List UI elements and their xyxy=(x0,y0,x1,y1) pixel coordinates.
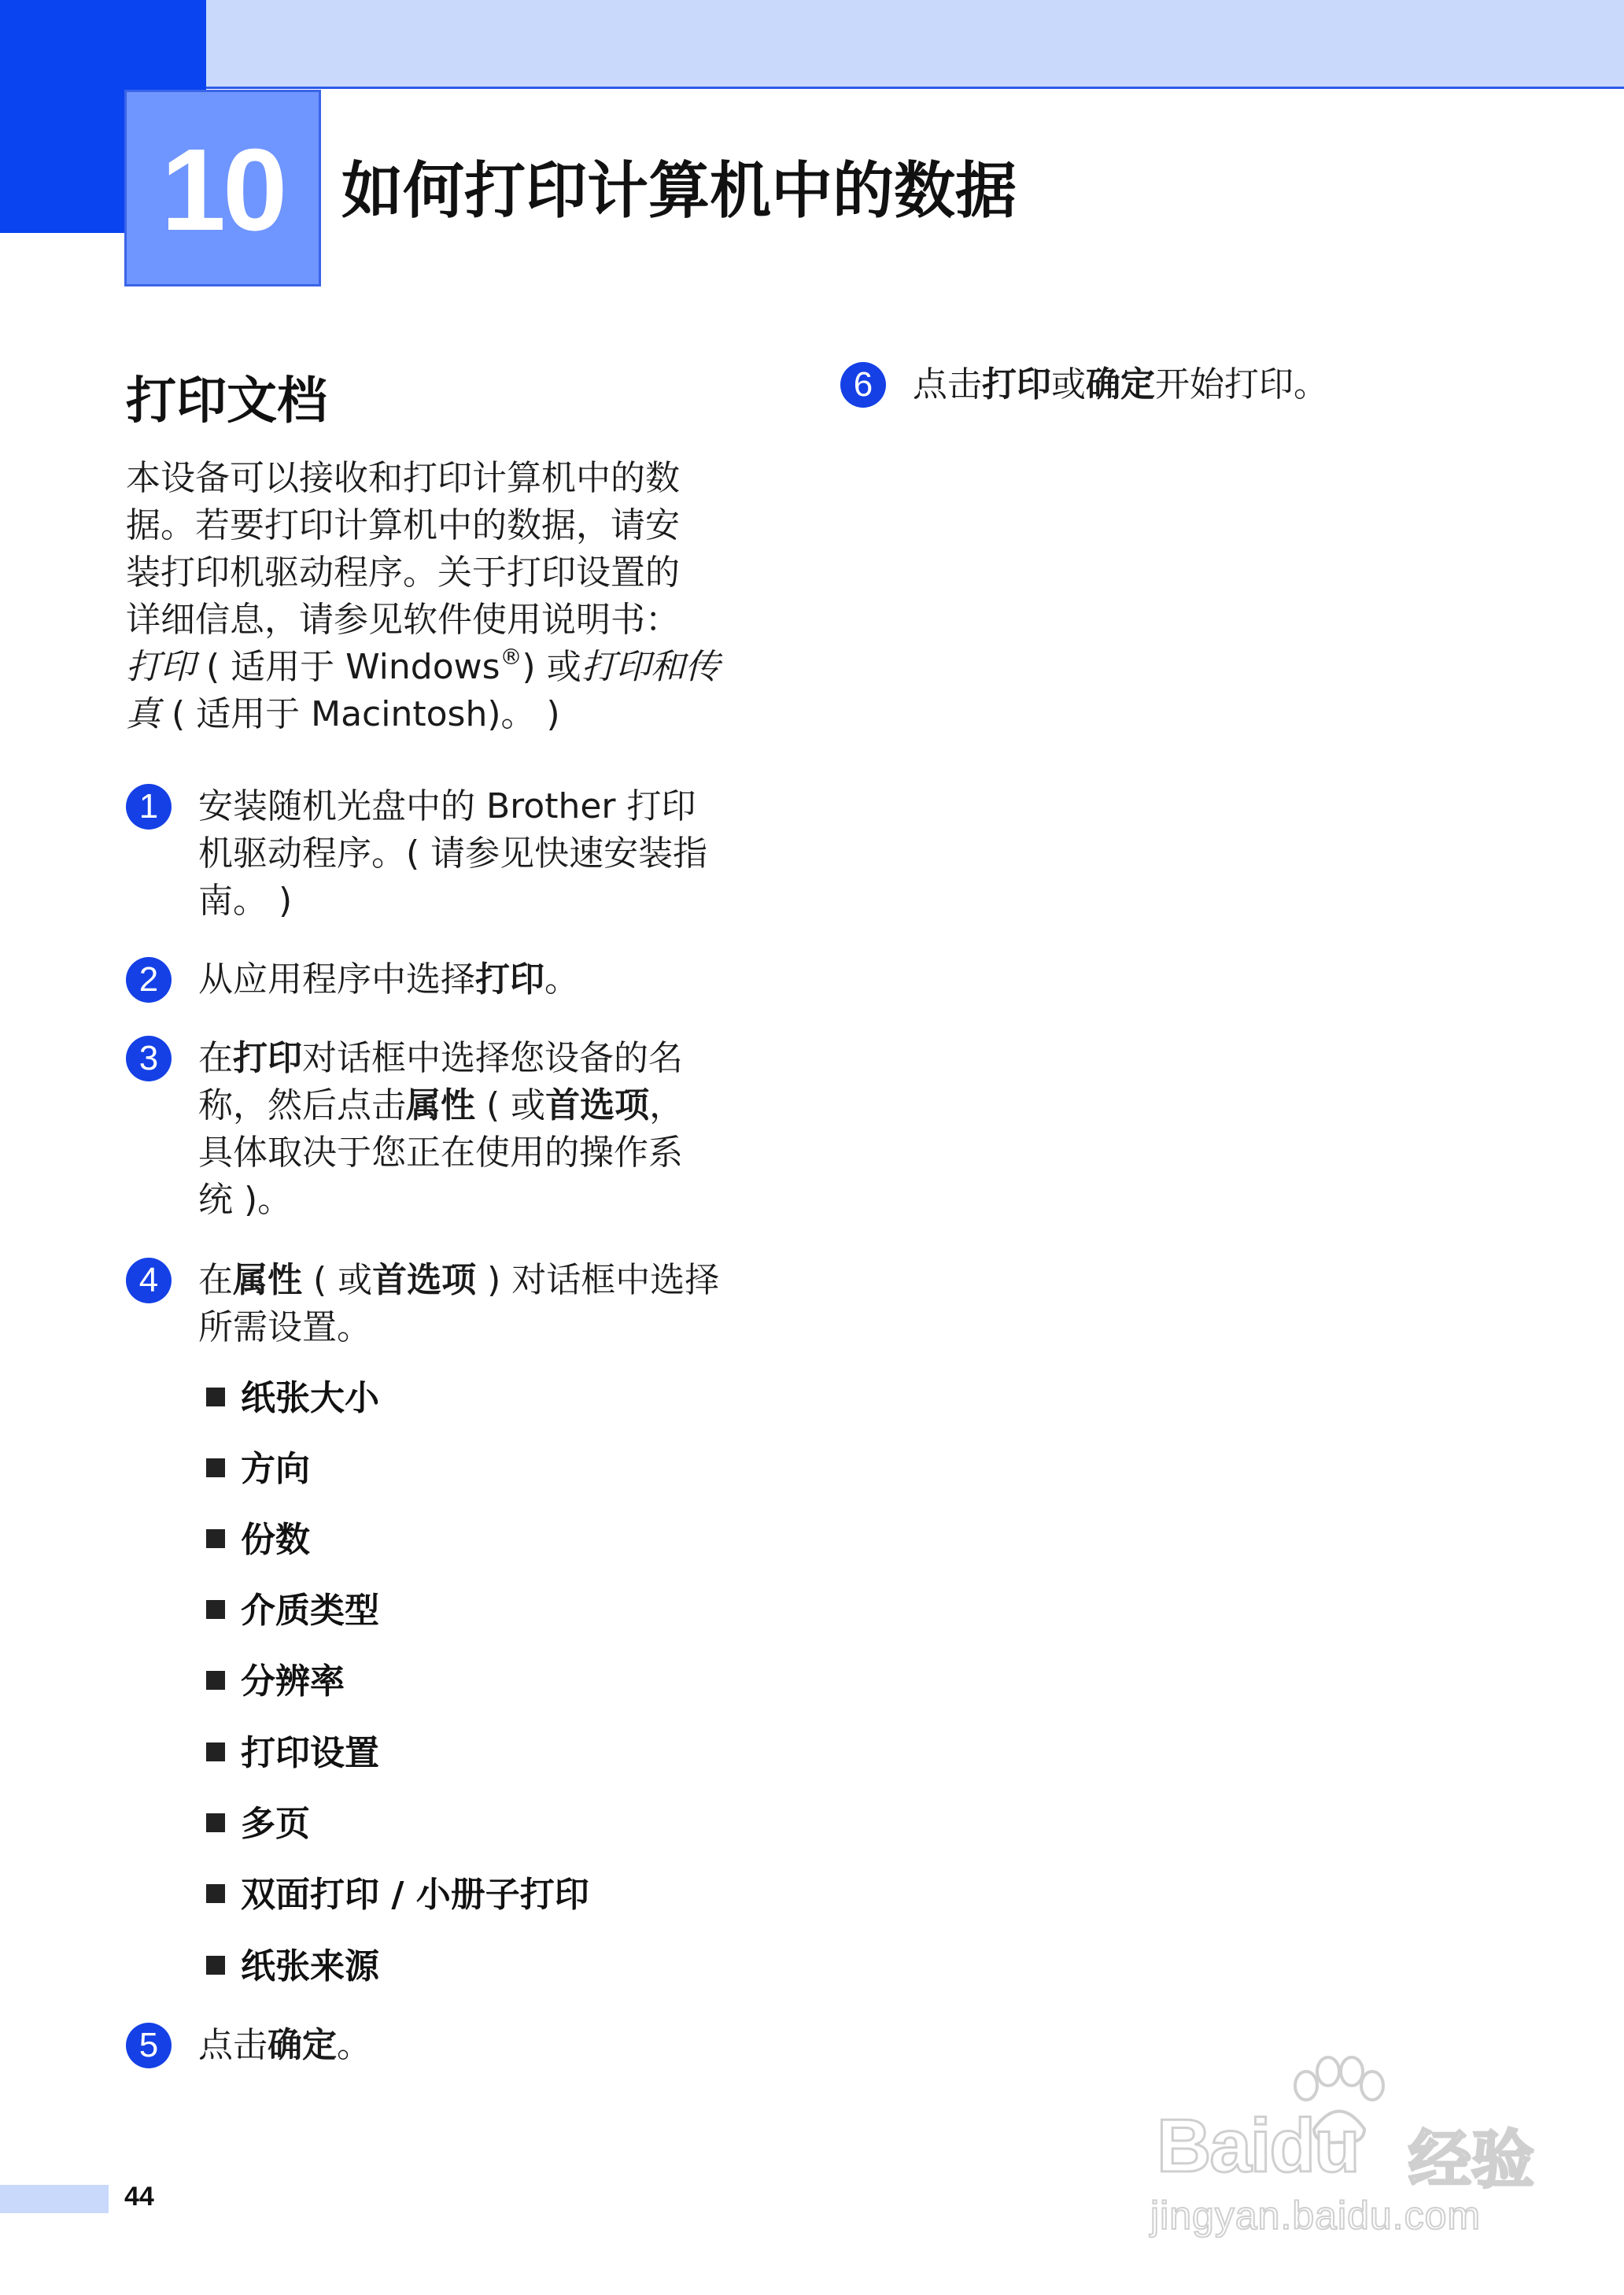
intro-line: 真 ( 适用于 Macintosh)。 ) xyxy=(126,694,560,734)
doc-ref-print-fax: 打印和传 xyxy=(581,647,720,687)
registered-mark: ® xyxy=(500,644,522,670)
list-item: 多页 xyxy=(206,1795,310,1846)
square-bullet-icon xyxy=(206,1884,225,1903)
square-bullet-icon xyxy=(206,1813,225,1832)
intro-line: 据。若要打印计算机中的数据，请安 xyxy=(126,505,680,545)
doc-ref-print-fax-cont: 真 xyxy=(126,694,161,734)
page-number-bar xyxy=(0,2185,109,2213)
square-bullet-icon xyxy=(206,1671,225,1690)
section-title: 打印文档 xyxy=(126,372,327,431)
list-item: 打印设置 xyxy=(206,1724,379,1775)
step-text: 点击确定。 xyxy=(198,2025,371,2065)
list-item: 双面打印 / 小册子打印 xyxy=(206,1866,589,1916)
doc-ref-print: 打印 xyxy=(126,647,195,687)
list-item: 份数 xyxy=(206,1511,310,1561)
intro-line: 打印 ( 适用于 Windows®) 或打印和传 xyxy=(126,644,720,687)
square-bullet-icon xyxy=(206,1388,225,1406)
page-number: 44 xyxy=(124,2182,154,2212)
step-text: 在属性 ( 或首选项 ) 对话框中选择 所需设置。 xyxy=(198,1260,720,1347)
square-bullet-icon xyxy=(206,1956,225,1975)
list-item: 纸张大小 xyxy=(206,1369,379,1420)
step-number-badge: 6 xyxy=(840,362,886,408)
step-number-badge: 4 xyxy=(126,1258,172,1303)
list-item: 介质类型 xyxy=(206,1582,379,1632)
header-band xyxy=(0,0,1624,88)
step-number-badge: 1 xyxy=(126,784,172,830)
baidu-watermark xyxy=(1149,2054,1542,2238)
list-item: 分辨率 xyxy=(206,1653,345,1703)
step-number-badge: 5 xyxy=(126,2023,172,2068)
step-text: 在打印对话框中选择您设备的名 称，然后点击属性 ( 或首选项， 具体取决于您正在使用的操作系 统 )。 xyxy=(198,1038,685,1220)
square-bullet-icon xyxy=(206,1600,225,1619)
list-item: 方向 xyxy=(206,1440,310,1491)
step-text: 从应用程序中选择打印。 xyxy=(198,959,579,1000)
list-item: 纸张来源 xyxy=(206,1938,379,1988)
square-bullet-icon xyxy=(206,1529,225,1548)
square-bullet-icon xyxy=(206,1458,225,1477)
step-number-badge: 2 xyxy=(126,957,172,1003)
header-rule xyxy=(0,87,1624,89)
intro-paragraph xyxy=(126,455,755,738)
step-text: 点击打印或确定开始打印。 xyxy=(913,364,1328,405)
chapter-number: 10 xyxy=(124,90,321,286)
intro-line: 详细信息，请参见软件使用说明书： xyxy=(126,600,680,640)
watermark-brand: Baidu xyxy=(1157,2104,1359,2188)
watermark-url: jingyan.baidu.com xyxy=(1150,2193,1482,2238)
intro-line: 装打印机驱动程序。关于打印设置的 xyxy=(126,552,680,593)
intro-line: 本设备可以接收和打印计算机中的数 xyxy=(126,458,680,498)
step-number-badge: 3 xyxy=(126,1036,172,1081)
chapter-title: 如何打印计算机中的数据 xyxy=(341,156,1017,227)
step-text: 安装随机光盘中的 Brother 打印 机驱动程序。( 请参见快速安装指 南。 ) xyxy=(198,786,708,921)
watermark-label: 经验 xyxy=(1408,2123,1534,2197)
square-bullet-icon xyxy=(206,1743,225,1761)
